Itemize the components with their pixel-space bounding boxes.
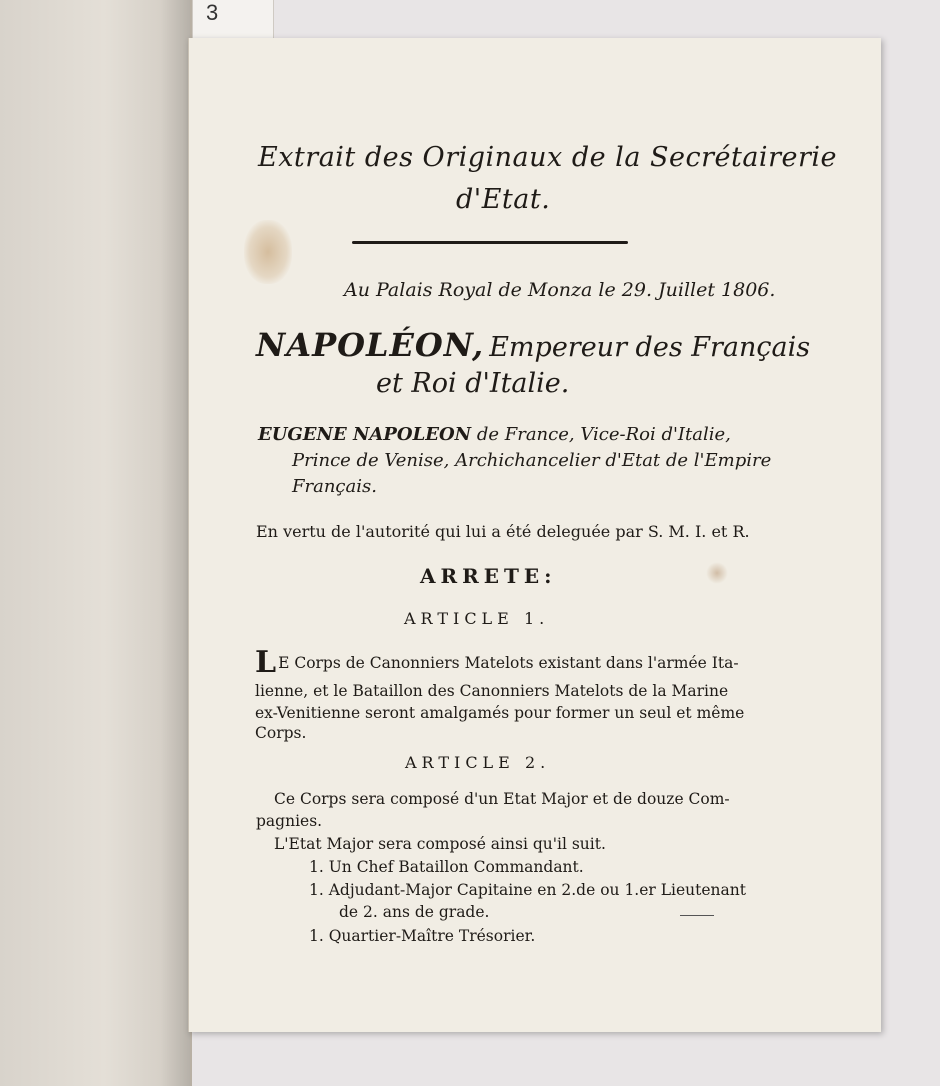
paper-stain [244,220,292,284]
article-1-line-3: ex-Venitienne seront amalgamés pour former un seul et même [255,704,745,722]
article-1-line-2: lienne, et le Bataillon des Canonniers Matelots de la Marine [255,682,729,700]
article-1-line-1 [255,645,739,680]
eugene-line-3: Français. [292,476,377,497]
title-line-1 [256,326,810,364]
staff-item-continuation: de 2. ans de grade. [339,903,490,921]
article-2-line-3: L'Etat Major sera composé ainsi qu'il suit. [274,835,606,853]
margin-mark [680,915,714,916]
header-rule [352,241,628,244]
article-2-heading: ARTICLE 2. [405,753,551,772]
eugene-line-1 [258,424,731,445]
paper-stain-small [706,562,728,584]
left-page-shadow [160,0,190,1086]
article-1-line-4: Corps. [255,724,307,742]
page-tab [192,0,274,43]
title-rest: Empereur des Français [489,332,811,363]
arrete-heading: ARRETE: [420,564,557,588]
title-line-2: et Roi d'Italie. [376,368,570,399]
eugene-name: EUGENE NAPOLEON [258,424,472,445]
place-date: Au Palais Royal de Monza le 29. Juillet 1806. [344,279,776,301]
article-2-line-2: pagnies. [256,812,323,830]
header-line-1: Extrait des Originaux de la Secrétairerie [258,142,837,173]
tab-number: 3 [206,0,219,25]
eugene-title: de France, Vice-Roi d'Italie, [476,424,731,445]
staff-item: 1. Quartier-Maître Trésorier. [309,927,536,945]
authority-line: En vertu de l'autorité qui lui a été deleguée par S. M. I. et R. [256,522,750,541]
article-1-line-1-text: E Corps de Canonniers Matelots existant dans l'armée Ita- [278,654,739,672]
eugene-line-2: Prince de Venise, Archichancelier d'Etat de l'Empire [292,450,772,471]
title-name: NAPOLÉON, [256,326,485,364]
article-2-line-1: Ce Corps sera composé d'un Etat Major et de douze Com- [274,790,730,808]
staff-item: 1. Un Chef Bataillon Commandant. [309,858,584,876]
header-line-2: d'Etat. [456,184,551,215]
drop-cap: L [255,645,277,680]
article-1-heading: ARTICLE 1. [404,609,550,628]
staff-item: 1. Adjudant-Major Capitaine en 2.de ou 1.er Lieutenant [309,881,746,899]
